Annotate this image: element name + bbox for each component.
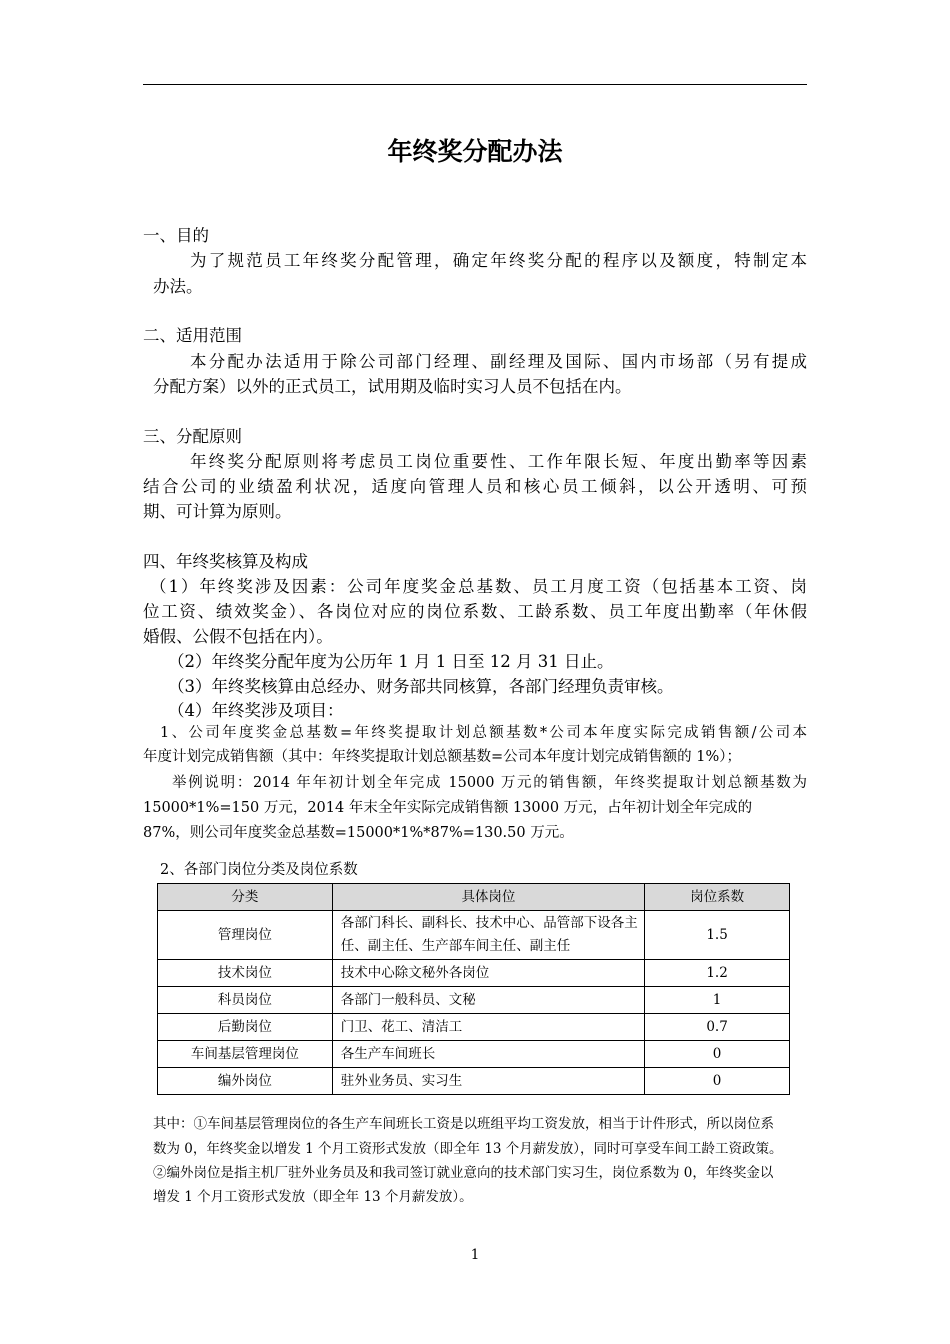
category-cell: 编外岗位 xyxy=(158,1068,333,1095)
table-header-row xyxy=(158,884,790,911)
column-header-coefficient: 岗位系数 xyxy=(645,884,790,911)
section-4-text-line: （3）年终奖核算由总经办、财务部共同核算，各部门经理负责审核。 xyxy=(168,677,674,696)
note-text-line: ②编外岗位是指主机厂驻外业务员及和我司签订就业意向的技术部门实习生，岗位系数为 0，年终奖金以 xyxy=(153,1165,774,1181)
section-2-text-line: 分配方案）以外的正式员工，试用期及临时实习人员不包括在内。 xyxy=(153,377,632,396)
section-4-text-line: （4）年终奖涉及项目： xyxy=(168,701,344,720)
header-rule xyxy=(143,84,807,85)
positions-cell: 技术中心除文秘外各岗位 xyxy=(332,960,644,987)
item-1-text-line: 年度计划完成销售额（其中：年终奖提取计划总额基数=公司本年度计划完成销售额的 1%）； xyxy=(143,749,742,765)
section-4-text-line: （2）年终奖分配年度为公历年 1 月 1 日至 12 月 31 日止。 xyxy=(168,652,614,671)
note-text-line: 增发 1 个月工资形式发放（即全年 13 个月薪发放）。 xyxy=(153,1189,473,1205)
positions-cell xyxy=(332,911,644,960)
table-row xyxy=(158,960,790,987)
positions-cell: 各部门一般科员、文秘 xyxy=(332,987,644,1014)
section-2-text-line: 本分配办法适用于除公司部门经理、副经理及国际、国内市场部（另有提成 xyxy=(190,352,807,371)
page-number: 1 xyxy=(470,1247,480,1263)
category-cell: 后勤岗位 xyxy=(158,1014,333,1041)
positions-cell: 门卫、花工、清洁工 xyxy=(332,1014,644,1041)
section-4-text-line: 位工资、绩效奖金）、各岗位对应的岗位系数、工龄系数、员工年度出勤率（年休假 xyxy=(143,602,807,621)
coefficient-cell: 0.7 xyxy=(645,1014,790,1041)
section-1-text-line: 办法。 xyxy=(153,277,203,296)
positions-cell-line: 任、副主任、生产部车间主任、副主任 xyxy=(340,938,571,954)
coefficient-cell: 1.2 xyxy=(645,960,790,987)
section-3-text-line: 结合公司的业绩盈利状况，适度向管理人员和核心员工倾斜，以公开透明、可预 xyxy=(143,477,807,496)
column-header-positions: 具体岗位 xyxy=(332,884,644,911)
section-1-heading: 一、目的 xyxy=(143,226,209,245)
category-cell: 车间基层管理岗位 xyxy=(158,1041,333,1068)
section-3-heading: 三、分配原则 xyxy=(143,427,242,446)
section-4-heading: 四、年终奖核算及构成 xyxy=(143,552,308,571)
section-2-heading: 二、适用范围 xyxy=(143,326,242,345)
positions-cell: 各生产车间班长 xyxy=(332,1041,644,1068)
coefficient-cell: 1 xyxy=(645,987,790,1014)
example-text-line: 87%，则公司年度奖金总基数=15000*1%*87%=130.50 万元。 xyxy=(143,825,574,841)
section-1-text-line: 为了规范员工年终奖分配管理，确定年终奖分配的程序以及额度，特制定本 xyxy=(190,251,807,270)
positions-cell: 驻外业务员、实习生 xyxy=(332,1068,644,1095)
position-coefficient-table xyxy=(157,883,790,1095)
category-cell: 科员岗位 xyxy=(158,987,333,1014)
section-4-text-line: （1）年终奖涉及因素：公司年度奖金总基数、员工月度工资（包括基本工资、岗 xyxy=(150,577,807,596)
item-2-heading: 2、各部门岗位分类及岗位系数 xyxy=(160,862,358,878)
section-3-text-line: 期、可计算为原则。 xyxy=(143,502,292,521)
table-row xyxy=(158,911,790,960)
table-row xyxy=(158,987,790,1014)
coefficient-cell: 0 xyxy=(645,1041,790,1068)
document-title: 年终奖分配办法 xyxy=(387,137,563,166)
category-cell: 技术岗位 xyxy=(158,960,333,987)
table-row xyxy=(158,1014,790,1041)
positions-cell-line: 各部门科长、副科长、技术中心、品管部下设各主 xyxy=(340,915,638,931)
section-4-text-line: 婚假、公假不包括在内）。 xyxy=(143,627,333,646)
coefficient-cell: 1.5 xyxy=(645,911,790,960)
table-row xyxy=(158,1068,790,1095)
item-1-text-line: 1、公司年度奖金总基数=年终奖提取计划总额基数*公司本年度实际完成销售额/公司本 xyxy=(160,725,807,741)
note-text-line: 其中：①车间基层管理岗位的各生产车间班长工资是以班组平均工资发放，相当于计件形式，所以岗位系 xyxy=(153,1116,774,1132)
coefficient-cell: 0 xyxy=(645,1068,790,1095)
section-3-text-line: 年终奖分配原则将考虑员工岗位重要性、工作年限长短、年度出勤率等因素 xyxy=(190,452,807,471)
category-cell: 管理岗位 xyxy=(158,911,333,960)
example-text-line: 15000*1%=150 万元，2014 年末全年实际完成销售额 13000 万元，占年初计划全年完成的 xyxy=(143,800,753,816)
table-row xyxy=(158,1041,790,1068)
note-text-line: 数为 0，年终奖金以增发 1 个月工资形式发放（即全年 13 个月薪发放），同时可享受车间工龄工资政策。 xyxy=(153,1141,783,1157)
column-header-category: 分类 xyxy=(158,884,333,911)
example-text-line: 举例说明：2014 年年初计划全年完成 15000 万元的销售额，年终奖提取计划总额基数为 xyxy=(172,775,807,791)
